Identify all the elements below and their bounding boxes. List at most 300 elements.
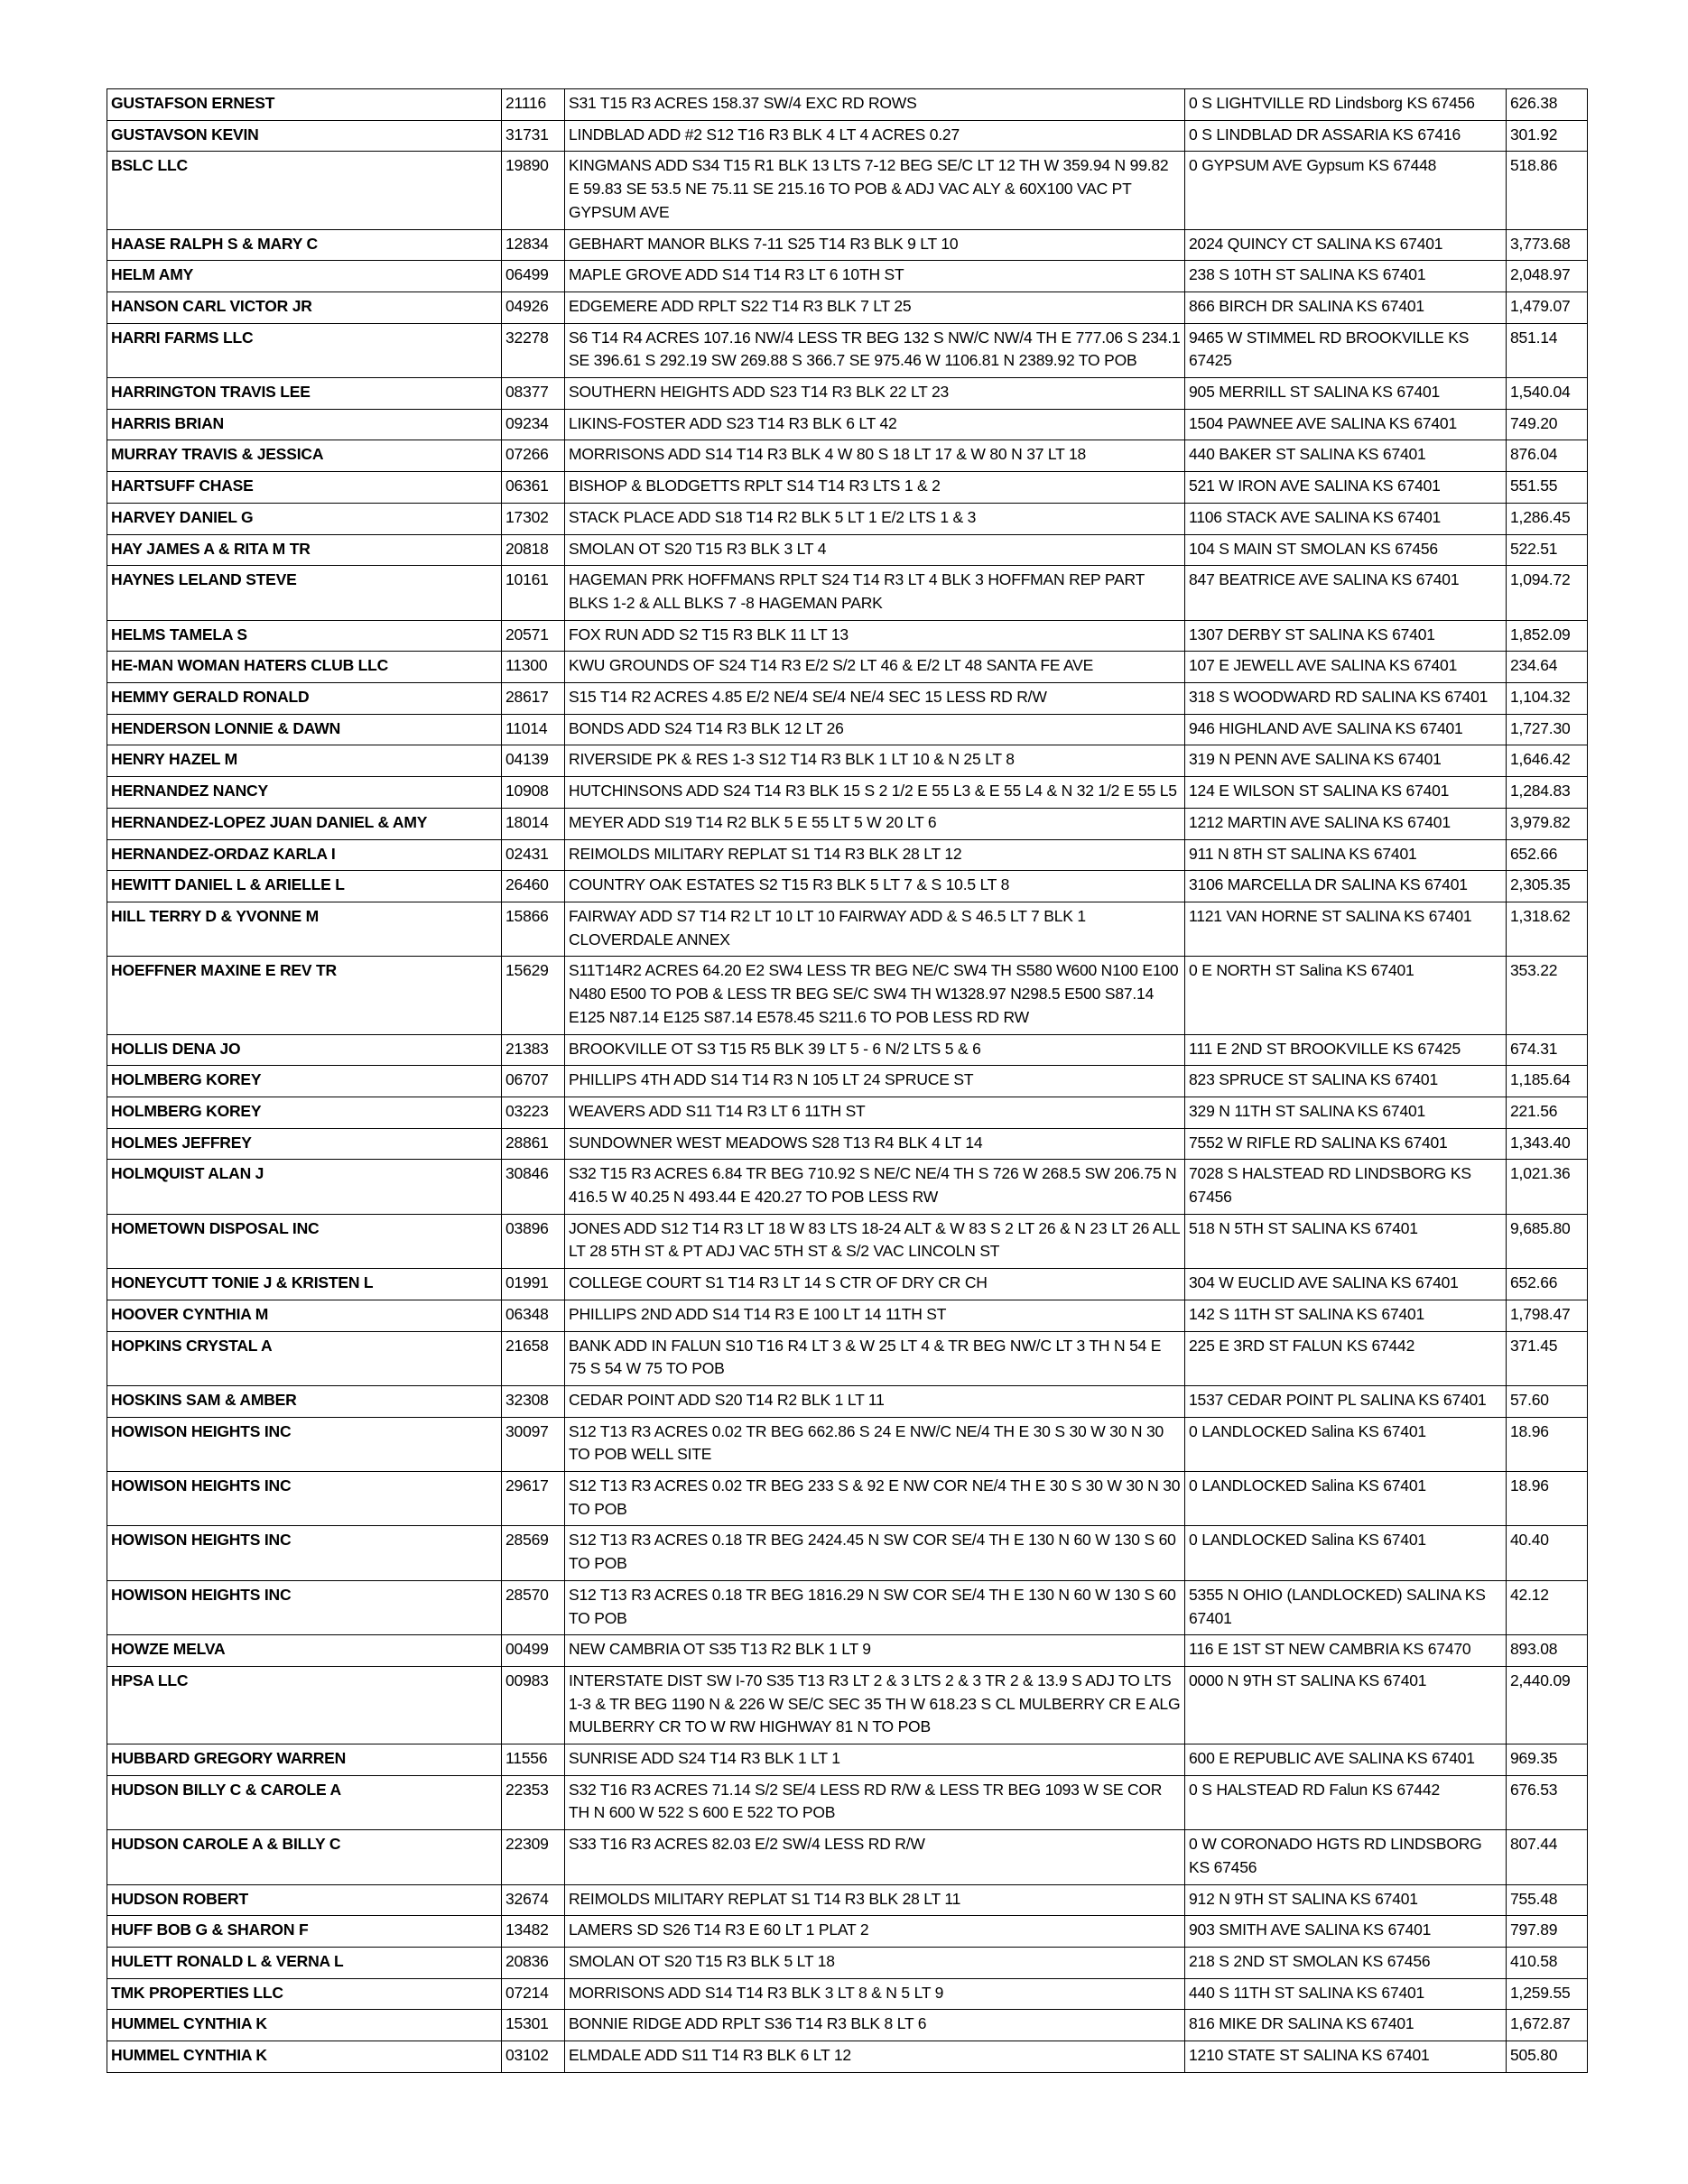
parcel-id-cell: 08377 xyxy=(502,378,565,410)
table-row xyxy=(107,1066,1588,1097)
parcel-id-cell: 29617 xyxy=(502,1472,565,1526)
legal-description-cell: SOUTHERN HEIGHTS ADD S23 T14 R3 BLK 22 LT 23 xyxy=(565,378,1185,410)
property-address-cell: 600 E REPUBLIC AVE SALINA KS 67401 xyxy=(1185,1744,1507,1776)
tax-amount-cell: 1,479.07 xyxy=(1507,292,1588,323)
property-address-cell: 0 GYPSUM AVE Gypsum KS 67448 xyxy=(1185,152,1507,229)
table-row xyxy=(107,1948,1588,1979)
owner-name-cell: GUSTAFSON ERNEST xyxy=(107,89,502,121)
property-address-cell: 823 SPRUCE ST SALINA KS 67401 xyxy=(1185,1066,1507,1097)
owner-name-cell: HERNANDEZ-ORDAZ KARLA I xyxy=(107,839,502,871)
owner-name-cell: HUDSON BILLY C & CAROLE A xyxy=(107,1775,502,1829)
property-address-cell: 111 E 2ND ST BROOKVILLE KS 67425 xyxy=(1185,1034,1507,1066)
parcel-id-cell: 03223 xyxy=(502,1097,565,1128)
owner-name-cell: HUMMEL CYNTHIA K xyxy=(107,2010,502,2041)
property-address-cell: 0000 N 9TH ST SALINA KS 67401 xyxy=(1185,1666,1507,1744)
legal-description-cell: LIKINS-FOSTER ADD S23 T14 R3 BLK 6 LT 42 xyxy=(565,409,1185,440)
table-row xyxy=(107,1775,1588,1829)
parcel-id-cell: 19890 xyxy=(502,152,565,229)
tax-amount-cell: 301.92 xyxy=(1507,120,1588,152)
parcel-id-cell: 03896 xyxy=(502,1214,565,1268)
tax-amount-cell: 3,979.82 xyxy=(1507,808,1588,839)
owner-name-cell: HOLMQUIST ALAN J xyxy=(107,1160,502,1214)
legal-description-cell: SUNDOWNER WEST MEADOWS S28 T13 R4 BLK 4 LT 14 xyxy=(565,1128,1185,1160)
table-row xyxy=(107,261,1588,292)
owner-name-cell: HOLMBERG KOREY xyxy=(107,1097,502,1128)
table-row xyxy=(107,1269,1588,1300)
parcel-id-cell: 18014 xyxy=(502,808,565,839)
tax-amount-cell: 1,104.32 xyxy=(1507,683,1588,715)
parcel-id-cell: 32308 xyxy=(502,1385,565,1417)
owner-name-cell: HELMS TAMELA S xyxy=(107,620,502,652)
property-address-cell: 816 MIKE DR SALINA KS 67401 xyxy=(1185,2010,1507,2041)
legal-description-cell: REIMOLDS MILITARY REPLAT S1 T14 R3 BLK 28 LT 12 xyxy=(565,839,1185,871)
tax-amount-cell: 1,286.45 xyxy=(1507,503,1588,534)
tax-amount-cell: 1,318.62 xyxy=(1507,902,1588,956)
table-row xyxy=(107,292,1588,323)
owner-name-cell: HENRY HAZEL M xyxy=(107,745,502,777)
owner-name-cell: HEMMY GERALD RONALD xyxy=(107,683,502,715)
legal-description-cell: SMOLAN OT S20 T15 R3 BLK 5 LT 18 xyxy=(565,1948,1185,1979)
legal-description-cell: COUNTRY OAK ESTATES S2 T15 R3 BLK 5 LT 7 & S 10.5 LT 8 xyxy=(565,871,1185,902)
parcel-id-cell: 10908 xyxy=(502,777,565,809)
property-address-cell: 7028 S HALSTEAD RD LINDSBORG KS 67456 xyxy=(1185,1160,1507,1214)
property-address-cell: 319 N PENN AVE SALINA KS 67401 xyxy=(1185,745,1507,777)
tax-amount-cell: 1,185.64 xyxy=(1507,1066,1588,1097)
owner-name-cell: BSLC LLC xyxy=(107,152,502,229)
legal-description-cell: REIMOLDS MILITARY REPLAT S1 T14 R3 BLK 28 LT 11 xyxy=(565,1884,1185,1916)
legal-description-cell: S12 T13 R3 ACRES 0.18 TR BEG 1816.29 N SW COR SE/4 TH E 130 N 60 W 130 S 60 TO POB xyxy=(565,1580,1185,1634)
tax-amount-cell: 353.22 xyxy=(1507,957,1588,1034)
table-row xyxy=(107,378,1588,410)
tax-amount-cell: 410.58 xyxy=(1507,1948,1588,1979)
parcel-id-cell: 31731 xyxy=(502,120,565,152)
legal-description-cell: S33 T16 R3 ACRES 82.03 E/2 SW/4 LESS RD R/W xyxy=(565,1830,1185,1884)
parcel-id-cell: 06348 xyxy=(502,1300,565,1331)
legal-description-cell: BROOKVILLE OT S3 T15 R5 BLK 39 LT 5 - 6 N/2 LTS 5 & 6 xyxy=(565,1034,1185,1066)
legal-description-cell: S15 T14 R2 ACRES 4.85 E/2 NE/4 SE/4 NE/4 SEC 15 LESS RD R/W xyxy=(565,683,1185,715)
table-row xyxy=(107,503,1588,534)
tax-amount-cell: 652.66 xyxy=(1507,839,1588,871)
tax-amount-cell: 676.53 xyxy=(1507,1775,1588,1829)
property-address-cell: 0 S HALSTEAD RD Falun KS 67442 xyxy=(1185,1775,1507,1829)
legal-description-cell: MEYER ADD S19 T14 R2 BLK 5 E 55 LT 5 W 20 LT 6 xyxy=(565,808,1185,839)
owner-name-cell: GUSTAVSON KEVIN xyxy=(107,120,502,152)
owner-name-cell: HOWISON HEIGHTS INC xyxy=(107,1580,502,1634)
legal-description-cell: S32 T16 R3 ACRES 71.14 S/2 SE/4 LESS RD R/W & LESS TR BEG 1093 W SE COR TH N 600 W 522 S 600 E 522 TO POB xyxy=(565,1775,1185,1829)
parcel-id-cell: 13482 xyxy=(502,1916,565,1948)
tax-amount-cell: 893.08 xyxy=(1507,1635,1588,1667)
property-address-cell: 124 E WILSON ST SALINA KS 67401 xyxy=(1185,777,1507,809)
owner-name-cell: HPSA LLC xyxy=(107,1666,502,1744)
owner-name-cell: HAASE RALPH S & MARY C xyxy=(107,229,502,261)
property-address-cell: 1121 VAN HORNE ST SALINA KS 67401 xyxy=(1185,902,1507,956)
parcel-id-cell: 04139 xyxy=(502,745,565,777)
delinquent-tax-list xyxy=(107,88,1587,2073)
property-address-cell: 304 W EUCLID AVE SALINA KS 67401 xyxy=(1185,1269,1507,1300)
tax-amount-cell: 797.89 xyxy=(1507,1916,1588,1948)
table-row xyxy=(107,808,1588,839)
legal-description-cell: WEAVERS ADD S11 T14 R3 LT 6 11TH ST xyxy=(565,1097,1185,1128)
owner-name-cell: HARRI FARMS LLC xyxy=(107,323,502,377)
tax-amount-cell: 652.66 xyxy=(1507,1269,1588,1300)
tax-amount-cell: 969.35 xyxy=(1507,1744,1588,1776)
legal-description-cell: S31 T15 R3 ACRES 158.37 SW/4 EXC RD ROWS xyxy=(565,89,1185,121)
legal-description-cell: MORRISONS ADD S14 T14 R3 BLK 3 LT 8 & N 5 LT 9 xyxy=(565,1978,1185,2010)
property-address-cell: 225 E 3RD ST FALUN KS 67442 xyxy=(1185,1331,1507,1385)
property-address-cell: 0 W CORONADO HGTS RD LINDSBORG KS 67456 xyxy=(1185,1830,1507,1884)
owner-name-cell: HUDSON ROBERT xyxy=(107,1884,502,1916)
owner-name-cell: HELM AMY xyxy=(107,261,502,292)
table-row xyxy=(107,652,1588,683)
property-address-cell: 440 BAKER ST SALINA KS 67401 xyxy=(1185,440,1507,472)
property-address-cell: 116 E 1ST ST NEW CAMBRIA KS 67470 xyxy=(1185,1635,1507,1667)
property-address-cell: 1210 STATE ST SALINA KS 67401 xyxy=(1185,2041,1507,2073)
owner-name-cell: HUBBARD GREGORY WARREN xyxy=(107,1744,502,1776)
legal-description-cell: S11T14R2 ACRES 64.20 E2 SW4 LESS TR BEG NE/C SW4 TH S580 W600 N100 E100 N480 E500 TO POB & LESS TR BEG SE/C SW4 TH W1328.97 N298.5 E500 S87.14 E125 N87.14 E125 S87.14 E578.45 S211.6 TO POB LESS RD RW xyxy=(565,957,1185,1034)
tax-amount-cell: 40.40 xyxy=(1507,1526,1588,1580)
tax-amount-cell: 1,540.04 xyxy=(1507,378,1588,410)
owner-name-cell: HARRIS BRIAN xyxy=(107,409,502,440)
parcel-id-cell: 06361 xyxy=(502,472,565,504)
property-address-cell: 318 S WOODWARD RD SALINA KS 67401 xyxy=(1185,683,1507,715)
owner-name-cell: HAYNES LELAND STEVE xyxy=(107,566,502,620)
owner-name-cell: HOWISON HEIGHTS INC xyxy=(107,1526,502,1580)
parcel-id-cell: 07214 xyxy=(502,1978,565,2010)
table-row xyxy=(107,440,1588,472)
table-row xyxy=(107,152,1588,229)
owner-name-cell: HOWISON HEIGHTS INC xyxy=(107,1417,502,1471)
parcel-id-cell: 21116 xyxy=(502,89,565,121)
owner-name-cell: HENDERSON LONNIE & DAWN xyxy=(107,714,502,745)
tax-amount-cell: 371.45 xyxy=(1507,1331,1588,1385)
legal-description-cell: S12 T13 R3 ACRES 0.02 TR BEG 233 S & 92 E NW COR NE/4 TH E 30 S 30 W 30 N 30 TO POB xyxy=(565,1472,1185,1526)
parcel-id-cell: 22309 xyxy=(502,1830,565,1884)
property-address-cell: 946 HIGHLAND AVE SALINA KS 67401 xyxy=(1185,714,1507,745)
property-address-cell: 218 S 2ND ST SMOLAN KS 67456 xyxy=(1185,1948,1507,1979)
legal-description-cell: FAIRWAY ADD S7 T14 R2 LT 10 LT 10 FAIRWAY ADD & S 46.5 LT 7 BLK 1 CLOVERDALE ANNEX xyxy=(565,902,1185,956)
table-row xyxy=(107,1580,1588,1634)
legal-description-cell: LAMERS SD S26 T14 R3 E 60 LT 1 PLAT 2 xyxy=(565,1916,1185,1948)
property-address-cell: 5355 N OHIO (LANDLOCKED) SALINA KS 67401 xyxy=(1185,1580,1507,1634)
legal-description-cell: CEDAR POINT ADD S20 T14 R2 BLK 1 LT 11 xyxy=(565,1385,1185,1417)
owner-name-cell: HILL TERRY D & YVONNE M xyxy=(107,902,502,956)
table-row xyxy=(107,957,1588,1034)
owner-name-cell: HOSKINS SAM & AMBER xyxy=(107,1385,502,1417)
parcel-id-cell: 06707 xyxy=(502,1066,565,1097)
owner-name-cell: HUDSON CAROLE A & BILLY C xyxy=(107,1830,502,1884)
parcel-id-cell: 07266 xyxy=(502,440,565,472)
table-row xyxy=(107,1300,1588,1331)
legal-description-cell: STACK PLACE ADD S18 T14 R2 BLK 5 LT 1 E/2 LTS 1 & 3 xyxy=(565,503,1185,534)
tax-amount-cell: 749.20 xyxy=(1507,409,1588,440)
property-address-cell: 104 S MAIN ST SMOLAN KS 67456 xyxy=(1185,534,1507,566)
property-address-cell: 1106 STACK AVE SALINA KS 67401 xyxy=(1185,503,1507,534)
tax-amount-cell: 1,021.36 xyxy=(1507,1160,1588,1214)
tax-amount-cell: 2,305.35 xyxy=(1507,871,1588,902)
tax-amount-cell: 1,094.72 xyxy=(1507,566,1588,620)
parcel-id-cell: 03102 xyxy=(502,2041,565,2073)
table-row xyxy=(107,777,1588,809)
tax-amount-cell: 1,284.83 xyxy=(1507,777,1588,809)
table-row xyxy=(107,1034,1588,1066)
table-row xyxy=(107,1214,1588,1268)
owner-name-cell: TMK PROPERTIES LLC xyxy=(107,1978,502,2010)
legal-description-cell: ELMDALE ADD S11 T14 R3 BLK 6 LT 12 xyxy=(565,2041,1185,2073)
property-address-cell: 2024 QUINCY CT SALINA KS 67401 xyxy=(1185,229,1507,261)
table-row xyxy=(107,1128,1588,1160)
parcel-id-cell: 20836 xyxy=(502,1948,565,1979)
owner-name-cell: HARRINGTON TRAVIS LEE xyxy=(107,378,502,410)
owner-name-cell: MURRAY TRAVIS & JESSICA xyxy=(107,440,502,472)
owner-name-cell: HOLLIS DENA JO xyxy=(107,1034,502,1066)
property-address-cell: 9465 W STIMMEL RD BROOKVILLE KS 67425 xyxy=(1185,323,1507,377)
table-row xyxy=(107,1472,1588,1526)
table-row xyxy=(107,1635,1588,1667)
legal-description-cell: MAPLE GROVE ADD S14 T14 R3 LT 6 10TH ST xyxy=(565,261,1185,292)
owner-name-cell: HULETT RONALD L & VERNA L xyxy=(107,1948,502,1979)
table-row xyxy=(107,1830,1588,1884)
property-address-cell: 903 SMITH AVE SALINA KS 67401 xyxy=(1185,1916,1507,1948)
property-address-cell: 3106 MARCELLA DR SALINA KS 67401 xyxy=(1185,871,1507,902)
table-row xyxy=(107,409,1588,440)
tax-amount-cell: 1,343.40 xyxy=(1507,1128,1588,1160)
parcel-id-cell: 30097 xyxy=(502,1417,565,1471)
owner-name-cell: HOPKINS CRYSTAL A xyxy=(107,1331,502,1385)
owner-name-cell: HOWISON HEIGHTS INC xyxy=(107,1472,502,1526)
legal-description-cell: KWU GROUNDS OF S24 T14 R3 E/2 S/2 LT 46 & E/2 LT 48 SANTA FE AVE xyxy=(565,652,1185,683)
parcel-id-cell: 32278 xyxy=(502,323,565,377)
property-address-cell: 1537 CEDAR POINT PL SALINA KS 67401 xyxy=(1185,1385,1507,1417)
legal-description-cell: S6 T14 R4 ACRES 107.16 NW/4 LESS TR BEG 132 S NW/C NW/4 TH E 777.06 S 234.1 SE 396.61 S 292.19 SW 269.88 S 366.7 SE 975.46 W 1106.81 N 2389.92 TO POB xyxy=(565,323,1185,377)
legal-description-cell: JONES ADD S12 T14 R3 LT 18 W 83 LTS 18-24 ALT & W 83 S 2 LT 26 & N 23 LT 26 ALL LT 28 5TH ST & PT ADJ VAC 5TH ST & S/2 VAC LINCOLN ST xyxy=(565,1214,1185,1268)
parcel-id-cell: 02431 xyxy=(502,839,565,871)
tax-amount-cell: 234.64 xyxy=(1507,652,1588,683)
property-address-cell: 1307 DERBY ST SALINA KS 67401 xyxy=(1185,620,1507,652)
tax-amount-cell: 755.48 xyxy=(1507,1884,1588,1916)
table-row xyxy=(107,566,1588,620)
owner-name-cell: HOMETOWN DISPOSAL INC xyxy=(107,1214,502,1268)
tax-amount-cell: 1,727.30 xyxy=(1507,714,1588,745)
tax-amount-cell: 851.14 xyxy=(1507,323,1588,377)
property-address-cell: 0 S LIGHTVILLE RD Lindsborg KS 67456 xyxy=(1185,89,1507,121)
table-row xyxy=(107,323,1588,377)
parcel-id-cell: 11556 xyxy=(502,1744,565,1776)
tax-amount-cell: 505.80 xyxy=(1507,2041,1588,2073)
legal-description-cell: SUNRISE ADD S24 T14 R3 BLK 1 LT 1 xyxy=(565,1744,1185,1776)
tax-amount-cell: 876.04 xyxy=(1507,440,1588,472)
owner-name-cell: HOOVER CYNTHIA M xyxy=(107,1300,502,1331)
parcel-id-cell: 00983 xyxy=(502,1666,565,1744)
legal-description-cell: BISHOP & BLODGETTS RPLT S14 T14 R3 LTS 1 & 2 xyxy=(565,472,1185,504)
legal-description-cell: BONDS ADD S24 T14 R3 BLK 12 LT 26 xyxy=(565,714,1185,745)
legal-description-cell: COLLEGE COURT S1 T14 R3 LT 14 S CTR OF DRY CR CH xyxy=(565,1269,1185,1300)
legal-description-cell: S32 T15 R3 ACRES 6.84 TR BEG 710.92 S NE/C NE/4 TH S 726 W 268.5 SW 206.75 N 416.5 W 40.25 N 493.44 E 420.27 TO POB LESS RW xyxy=(565,1160,1185,1214)
owner-name-cell: HOLMBERG KOREY xyxy=(107,1066,502,1097)
owner-name-cell: HOEFFNER MAXINE E REV TR xyxy=(107,957,502,1034)
property-address-cell: 142 S 11TH ST SALINA KS 67401 xyxy=(1185,1300,1507,1331)
table-row xyxy=(107,1884,1588,1916)
parcel-id-cell: 01991 xyxy=(502,1269,565,1300)
owner-name-cell: HOLMES JEFFREY xyxy=(107,1128,502,1160)
table-row xyxy=(107,1916,1588,1948)
legal-description-cell: KINGMANS ADD S34 T15 R1 BLK 13 LTS 7-12 BEG SE/C LT 12 TH W 359.94 N 99.82 E 59.83 SE 53.5 NE 75.11 SE 215.16 TO POB & ADJ VAC ALY & 60X100 VAC PT GYPSUM AVE xyxy=(565,152,1185,229)
table-row xyxy=(107,1331,1588,1385)
tax-amount-cell: 1,672.87 xyxy=(1507,2010,1588,2041)
parcel-id-cell: 28861 xyxy=(502,1128,565,1160)
property-address-cell: 329 N 11TH ST SALINA KS 67401 xyxy=(1185,1097,1507,1128)
legal-description-cell: BANK ADD IN FALUN S10 T16 R4 LT 3 & W 25 LT 4 & TR BEG NW/C LT 3 TH N 54 E 75 S 54 W 75 TO POB xyxy=(565,1331,1185,1385)
owner-name-cell: HEWITT DANIEL L & ARIELLE L xyxy=(107,871,502,902)
parcel-id-cell: 00499 xyxy=(502,1635,565,1667)
owner-name-cell: HUFF BOB G & SHARON F xyxy=(107,1916,502,1948)
parcel-id-cell: 06499 xyxy=(502,261,565,292)
tax-amount-cell: 522.51 xyxy=(1507,534,1588,566)
parcel-id-cell: 20818 xyxy=(502,534,565,566)
legal-description-cell: GEBHART MANOR BLKS 7-11 S25 T14 R3 BLK 9 LT 10 xyxy=(565,229,1185,261)
table-row xyxy=(107,1385,1588,1417)
legal-description-cell: FOX RUN ADD S2 T15 R3 BLK 11 LT 13 xyxy=(565,620,1185,652)
owner-name-cell: HARVEY DANIEL G xyxy=(107,503,502,534)
legal-description-cell: MORRISONS ADD S14 T14 R3 BLK 4 W 80 S 18 LT 17 & W 80 N 37 LT 18 xyxy=(565,440,1185,472)
owner-name-cell: HERNANDEZ-LOPEZ JUAN DANIEL & AMY xyxy=(107,808,502,839)
table-row xyxy=(107,902,1588,956)
parcel-id-cell: 09234 xyxy=(502,409,565,440)
legal-description-cell: NEW CAMBRIA OT S35 T13 R2 BLK 1 LT 9 xyxy=(565,1635,1185,1667)
parcel-id-cell: 15301 xyxy=(502,2010,565,2041)
owner-name-cell: HANSON CARL VICTOR JR xyxy=(107,292,502,323)
owner-name-cell: HERNANDEZ NANCY xyxy=(107,777,502,809)
parcel-id-cell: 28569 xyxy=(502,1526,565,1580)
tax-amount-cell: 3,773.68 xyxy=(1507,229,1588,261)
property-address-cell: 0 E NORTH ST Salina KS 67401 xyxy=(1185,957,1507,1034)
legal-description-cell: EDGEMERE ADD RPLT S22 T14 R3 BLK 7 LT 25 xyxy=(565,292,1185,323)
table-row xyxy=(107,2041,1588,2073)
property-address-cell: 0 S LINDBLAD DR ASSARIA KS 67416 xyxy=(1185,120,1507,152)
parcel-id-cell: 32674 xyxy=(502,1884,565,1916)
tax-amount-cell: 626.38 xyxy=(1507,89,1588,121)
table-row xyxy=(107,745,1588,777)
owner-name-cell: HUMMEL CYNTHIA K xyxy=(107,2041,502,2073)
property-address-cell: 440 S 11TH ST SALINA KS 67401 xyxy=(1185,1978,1507,2010)
owner-name-cell: HOWZE MELVA xyxy=(107,1635,502,1667)
parcel-id-cell: 12834 xyxy=(502,229,565,261)
legal-description-cell: HAGEMAN PRK HOFFMANS RPLT S24 T14 R3 LT 4 BLK 3 HOFFMAN REP PART BLKS 1-2 & ALL BLKS 7 -8 HAGEMAN PARK xyxy=(565,566,1185,620)
parcel-id-cell: 10161 xyxy=(502,566,565,620)
table-row xyxy=(107,839,1588,871)
table-row xyxy=(107,89,1588,121)
parcel-id-cell: 28570 xyxy=(502,1580,565,1634)
tax-amount-cell: 1,646.42 xyxy=(1507,745,1588,777)
property-address-cell: 0 LANDLOCKED Salina KS 67401 xyxy=(1185,1526,1507,1580)
parcel-id-cell: 30846 xyxy=(502,1160,565,1214)
table-row xyxy=(107,1744,1588,1776)
parcel-id-cell: 11300 xyxy=(502,652,565,683)
property-address-cell: 107 E JEWELL AVE SALINA KS 67401 xyxy=(1185,652,1507,683)
tax-amount-cell: 518.86 xyxy=(1507,152,1588,229)
property-address-cell: 911 N 8TH ST SALINA KS 67401 xyxy=(1185,839,1507,871)
tax-amount-cell: 1,259.55 xyxy=(1507,1978,1588,2010)
parcel-id-cell: 26460 xyxy=(502,871,565,902)
property-table xyxy=(107,88,1588,2073)
property-address-cell: 238 S 10TH ST SALINA KS 67401 xyxy=(1185,261,1507,292)
parcel-id-cell: 15629 xyxy=(502,957,565,1034)
legal-description-cell: INTERSTATE DIST SW I-70 S35 T13 R3 LT 2 & 3 LTS 2 & 3 TR 2 & 13.9 S ADJ TO LTS 1-3 & TR BEG 1190 N & 226 W SE/C SEC 35 TH W 618.23 S CL MULBERRY CR E ALG MULBERRY CR TO W RW HIGHWAY 81 N TO POB xyxy=(565,1666,1185,1744)
property-table-body xyxy=(107,89,1588,2073)
owner-name-cell: HONEYCUTT TONIE J & KRISTEN L xyxy=(107,1269,502,1300)
table-row xyxy=(107,1526,1588,1580)
tax-amount-cell: 551.55 xyxy=(1507,472,1588,504)
tax-amount-cell: 18.96 xyxy=(1507,1472,1588,1526)
legal-description-cell: SMOLAN OT S20 T15 R3 BLK 3 LT 4 xyxy=(565,534,1185,566)
legal-description-cell: RIVERSIDE PK & RES 1-3 S12 T14 R3 BLK 1 LT 10 & N 25 LT 8 xyxy=(565,745,1185,777)
property-address-cell: 1504 PAWNEE AVE SALINA KS 67401 xyxy=(1185,409,1507,440)
parcel-id-cell: 11014 xyxy=(502,714,565,745)
table-row xyxy=(107,1666,1588,1744)
table-row xyxy=(107,683,1588,715)
legal-description-cell: PHILLIPS 4TH ADD S14 T14 R3 N 105 LT 24 SPRUCE ST xyxy=(565,1066,1185,1097)
property-address-cell: 1212 MARTIN AVE SALINA KS 67401 xyxy=(1185,808,1507,839)
tax-amount-cell: 42.12 xyxy=(1507,1580,1588,1634)
table-row xyxy=(107,714,1588,745)
property-address-cell: 0 LANDLOCKED Salina KS 67401 xyxy=(1185,1417,1507,1471)
legal-description-cell: HUTCHINSONS ADD S24 T14 R3 BLK 15 S 2 1/2 E 55 L3 & E 55 L4 & N 32 1/2 E 55 L5 xyxy=(565,777,1185,809)
property-address-cell: 7552 W RIFLE RD SALINA KS 67401 xyxy=(1185,1128,1507,1160)
table-row xyxy=(107,472,1588,504)
owner-name-cell: HAY JAMES A & RITA M TR xyxy=(107,534,502,566)
tax-amount-cell: 1,798.47 xyxy=(1507,1300,1588,1331)
legal-description-cell: LINDBLAD ADD #2 S12 T16 R3 BLK 4 LT 4 ACRES 0.27 xyxy=(565,120,1185,152)
tax-amount-cell: 1,852.09 xyxy=(1507,620,1588,652)
table-row xyxy=(107,1417,1588,1471)
property-address-cell: 866 BIRCH DR SALINA KS 67401 xyxy=(1185,292,1507,323)
property-address-cell: 0 LANDLOCKED Salina KS 67401 xyxy=(1185,1472,1507,1526)
tax-amount-cell: 221.56 xyxy=(1507,1097,1588,1128)
legal-description-cell: S12 T13 R3 ACRES 0.02 TR BEG 662.86 S 24 E NW/C NE/4 TH E 30 S 30 W 30 N 30 TO POB WELL SITE xyxy=(565,1417,1185,1471)
tax-amount-cell: 9,685.80 xyxy=(1507,1214,1588,1268)
property-address-cell: 905 MERRILL ST SALINA KS 67401 xyxy=(1185,378,1507,410)
table-row xyxy=(107,1097,1588,1128)
table-row xyxy=(107,2010,1588,2041)
table-row xyxy=(107,1160,1588,1214)
table-row xyxy=(107,871,1588,902)
property-address-cell: 521 W IRON AVE SALINA KS 67401 xyxy=(1185,472,1507,504)
owner-name-cell: HE-MAN WOMAN HATERS CLUB LLC xyxy=(107,652,502,683)
table-row xyxy=(107,229,1588,261)
table-row xyxy=(107,620,1588,652)
owner-name-cell: HARTSUFF CHASE xyxy=(107,472,502,504)
parcel-id-cell: 28617 xyxy=(502,683,565,715)
table-row xyxy=(107,1978,1588,2010)
property-address-cell: 847 BEATRICE AVE SALINA KS 67401 xyxy=(1185,566,1507,620)
tax-amount-cell: 18.96 xyxy=(1507,1417,1588,1471)
parcel-id-cell: 21383 xyxy=(502,1034,565,1066)
parcel-id-cell: 15866 xyxy=(502,902,565,956)
table-row xyxy=(107,120,1588,152)
property-address-cell: 518 N 5TH ST SALINA KS 67401 xyxy=(1185,1214,1507,1268)
property-address-cell: 912 N 9TH ST SALINA KS 67401 xyxy=(1185,1884,1507,1916)
tax-amount-cell: 2,048.97 xyxy=(1507,261,1588,292)
parcel-id-cell: 22353 xyxy=(502,1775,565,1829)
parcel-id-cell: 17302 xyxy=(502,503,565,534)
tax-amount-cell: 674.31 xyxy=(1507,1034,1588,1066)
legal-description-cell: S12 T13 R3 ACRES 0.18 TR BEG 2424.45 N SW COR SE/4 TH E 130 N 60 W 130 S 60 TO POB xyxy=(565,1526,1185,1580)
tax-amount-cell: 2,440.09 xyxy=(1507,1666,1588,1744)
tax-amount-cell: 57.60 xyxy=(1507,1385,1588,1417)
parcel-id-cell: 20571 xyxy=(502,620,565,652)
table-row xyxy=(107,534,1588,566)
parcel-id-cell: 21658 xyxy=(502,1331,565,1385)
legal-description-cell: BONNIE RIDGE ADD RPLT S36 T14 R3 BLK 8 LT 6 xyxy=(565,2010,1185,2041)
